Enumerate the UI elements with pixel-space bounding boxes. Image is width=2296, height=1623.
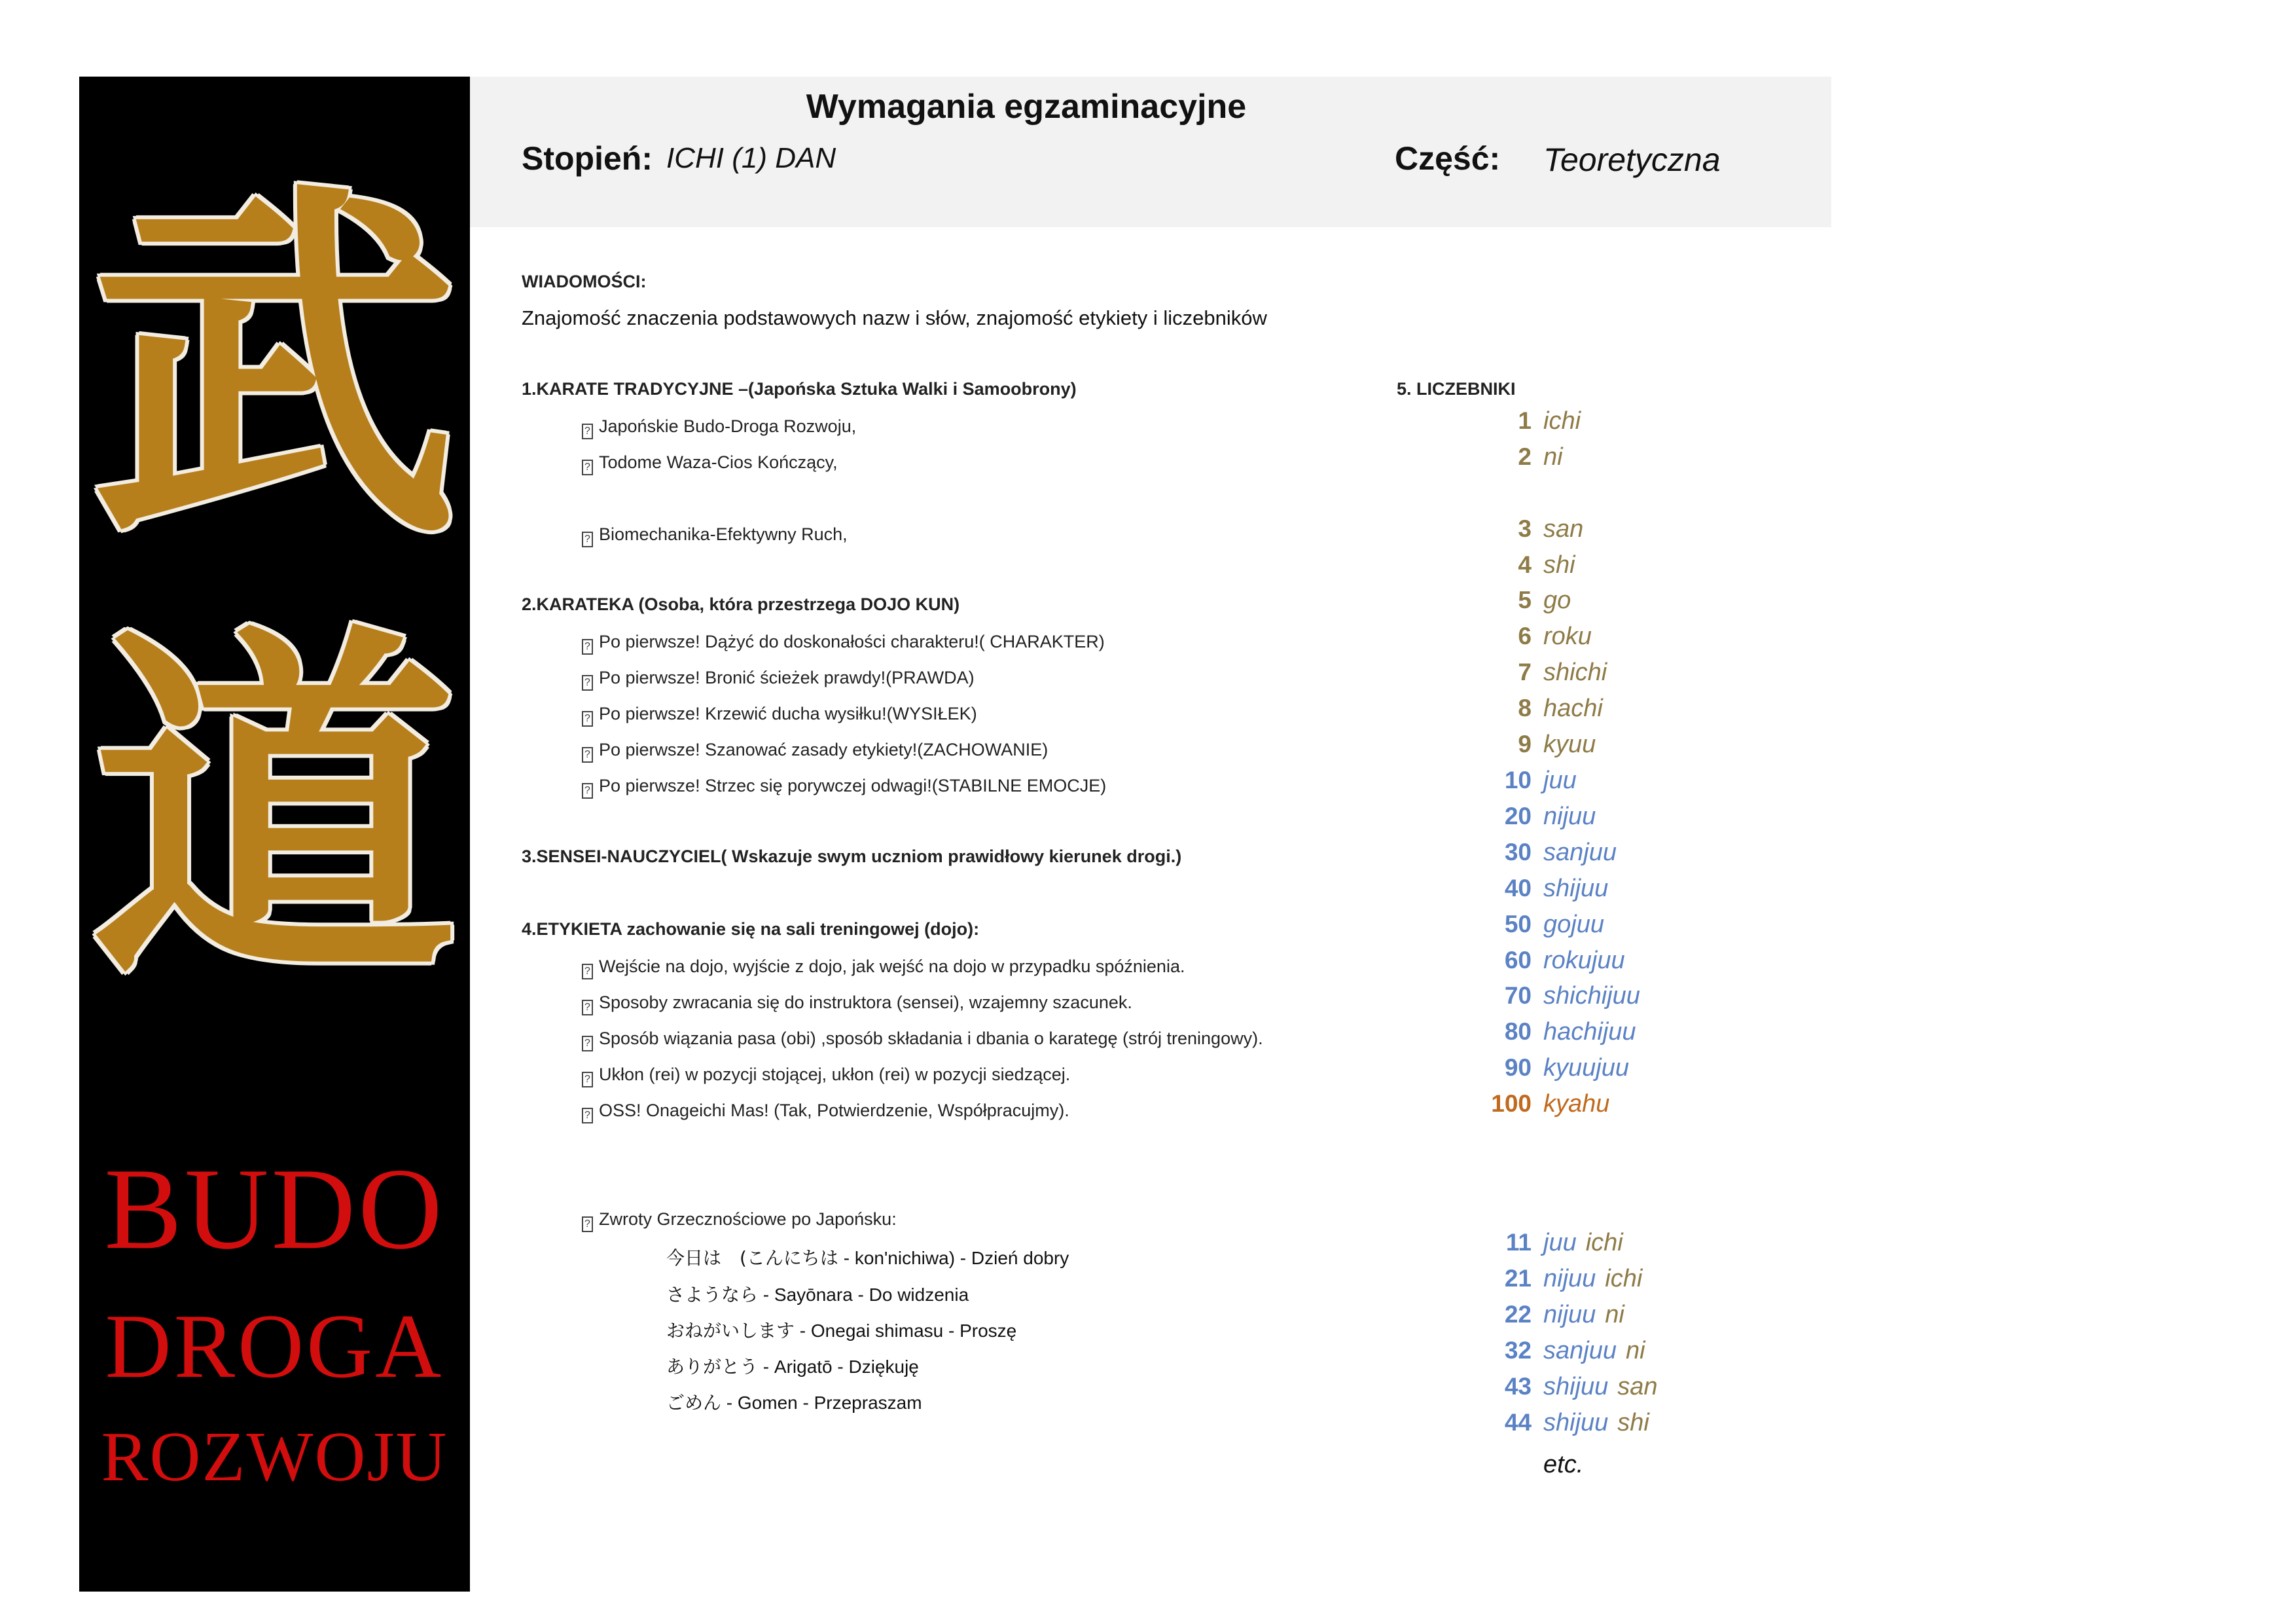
number-word: hachi [1543, 695, 1603, 722]
wiadomosci-heading: WIADOMOŚCI: [522, 272, 647, 291]
number-word: shi [1543, 551, 1575, 579]
number-value: 32 [1504, 1337, 1532, 1364]
number-value: 20 [1504, 803, 1532, 830]
number-word: gojuu [1543, 911, 1604, 938]
header [470, 77, 1831, 227]
phrase-item: おねがいします - Onegai shimasu - Proszę [666, 1320, 1017, 1341]
number-value: 50 [1504, 911, 1532, 938]
number-value: 7 [1518, 659, 1532, 685]
banner-word-budo: BUDO [104, 1144, 445, 1273]
list-item: ? Sposoby zwracania się do instruktora (sensei), wzajemny szacunek. [582, 993, 1132, 1015]
banner-word-droga: DROGA [105, 1296, 444, 1397]
list-item: ? Wejście na dojo, wyjście z dojo, jak wejść na dojo w przypadku spóźnienia. [582, 957, 1185, 979]
number-word: kyahu [1543, 1090, 1610, 1118]
bullet-icon: ? [582, 460, 593, 475]
number-word-tens: shijuu [1543, 1373, 1609, 1400]
number-word: nijuu [1543, 803, 1596, 830]
number-value: 80 [1504, 1018, 1532, 1045]
number-word: sanjuu [1543, 839, 1617, 866]
number-value: 90 [1504, 1054, 1532, 1081]
number-word-tens: juu [1543, 1229, 1577, 1256]
number-word: juu [1543, 767, 1577, 794]
phrase-item: 今日は (こんにちは - kon'nichiwa) - Dzień dobry [666, 1247, 1069, 1269]
number-value: 44 [1504, 1409, 1532, 1436]
stopien-value: ICHI (1) DAN [666, 142, 836, 174]
number-word: kyuu [1543, 731, 1596, 758]
kanji-do: 道 [91, 594, 458, 1025]
list-item: ? Ukłon (rei) w pozycji stojącej, ukłon (rei) w pozycji siedzącej. [582, 1065, 1070, 1087]
number-value: 22 [1504, 1301, 1532, 1328]
list-item: ? Po pierwsze! Dążyć do doskonałości charakteru!( CHARAKTER) [582, 632, 1105, 655]
number-word [1543, 1373, 1658, 1401]
number-value: 70 [1504, 982, 1532, 1009]
left-banner [79, 77, 470, 1592]
number-value: 10 [1504, 767, 1532, 793]
number-value: 30 [1504, 839, 1532, 866]
list-item: ? Biomechanika-Efektywny Ruch, [582, 524, 848, 547]
number-word-units: san [1617, 1373, 1658, 1400]
bullet-icon: ? [582, 783, 593, 799]
number-value: 9 [1518, 731, 1532, 757]
bullet-icon: ? [582, 532, 593, 547]
bullet-icon: ? [582, 711, 593, 727]
number-word: kyuujuu [1543, 1054, 1629, 1082]
number-word-units: ni [1605, 1301, 1624, 1328]
phrase-item: さようなら - Sayōnara - Do widzenia [666, 1284, 969, 1305]
bullet-icon: ? [582, 1072, 593, 1087]
number-word: shijuu [1543, 875, 1609, 902]
number-value: 1 [1518, 407, 1532, 434]
number-word: shichijuu [1543, 982, 1640, 1010]
czesc-value: Teoretyczna [1543, 141, 1721, 178]
bullet-icon: ? [582, 1000, 593, 1015]
number-word-tens: shijuu [1543, 1409, 1609, 1436]
list-item: ? Sposób wiązania pasa (obi) ,sposób składania i dbania o karategę (strój treningowy). [582, 1029, 1263, 1051]
number-word: rokujuu [1543, 947, 1625, 974]
section-heading-etykieta: 4.ETYKIETA zachowanie się na sali treningowej (dojo): [522, 919, 980, 939]
phrase-item: ごめん - Gomen - Przepraszam [666, 1392, 922, 1413]
number-word-tens: nijuu [1543, 1265, 1596, 1292]
number-value: 60 [1504, 947, 1532, 974]
number-word [1543, 1337, 1645, 1365]
banner-word-rozwoju: ROZWOJU [101, 1418, 448, 1496]
bullet-icon: ? [582, 964, 593, 979]
number-word-tens: sanjuu [1543, 1337, 1617, 1364]
number-word: roku [1543, 623, 1592, 650]
number-word [1543, 1409, 1649, 1437]
liczebniki-heading: 5. LICZEBNIKI [1397, 379, 1516, 399]
list-item: ? Po pierwsze! Szanować zasady etykiety!(ZACHOWANIE) [582, 740, 1048, 763]
number-word-units: ichi [1605, 1265, 1643, 1292]
number-value: 3 [1518, 515, 1532, 542]
number-word [1543, 1229, 1623, 1257]
list-item: ? Todome Waza-Cios Kończący, [582, 452, 838, 475]
number-word: go [1543, 587, 1571, 614]
section-heading-karateka: 2.KARATEKA (Osoba, która przestrzega DOJO KUN) [522, 594, 960, 614]
list-item: ? Japońskie Budo-Droga Rozwoju, [582, 416, 856, 439]
number-word-units: ni [1625, 1337, 1645, 1364]
bullet-icon: ? [582, 1216, 593, 1232]
bullet-icon: ? [582, 639, 593, 655]
bullet-icon: ? [582, 424, 593, 439]
bullet-icon: ? [582, 1036, 593, 1051]
phrase-item: ありがとう - Arigatō - Dziękuję [666, 1356, 919, 1377]
wiadomosci-intro: Znajomość znaczenia podstawowych nazw i słów, znajomość etykiety i liczebników [522, 306, 1267, 329]
number-value: 4 [1518, 551, 1532, 578]
number-value: 21 [1504, 1265, 1532, 1292]
number-value: 11 [1505, 1229, 1532, 1256]
list-item: ? Po pierwsze! Strzec się porywczej odwagi!(STABILNE EMOCJE) [582, 776, 1106, 799]
bullet-icon: ? [582, 1108, 593, 1123]
number-word: shichi [1543, 659, 1607, 686]
list-item: ? OSS! Onageichi Mas! (Tak, Potwierdzenie, Współpracujmy). [582, 1101, 1069, 1123]
czesc-label: Część: [1395, 140, 1501, 177]
number-value: 100 [1491, 1090, 1532, 1117]
number-word: hachijuu [1543, 1018, 1636, 1046]
bullet-icon: ? [582, 747, 593, 763]
stopien-label: Stopień: [522, 140, 653, 177]
page-title: Wymagania egzaminacyjne [806, 88, 1247, 126]
number-word: san [1543, 515, 1584, 543]
number-word-units: shi [1617, 1409, 1649, 1436]
number-value: 6 [1518, 623, 1532, 649]
list-item: ? Po pierwsze! Bronić ścieżek prawdy!(PRAWDA) [582, 668, 975, 691]
list-item: ? Po pierwsze! Krzewić ducha wysiłku!(WYSIŁEK) [582, 704, 977, 727]
number-value: 2 [1518, 443, 1532, 470]
number-value: 8 [1518, 695, 1532, 721]
number-word [1543, 1265, 1642, 1293]
number-word-units: ichi [1585, 1229, 1623, 1256]
number-word [1543, 1301, 1624, 1329]
number-word: ni [1543, 443, 1563, 471]
section-heading-sensei: 3.SENSEI-NAUCZYCIEL( Wskazuje swym uczniom prawidłowy kierunek drogi.) [522, 847, 1182, 866]
kanji-bu: 武 [91, 153, 458, 583]
number-word: ichi [1543, 407, 1581, 435]
etc-label: etc. [1543, 1451, 1584, 1478]
number-word-tens: nijuu [1543, 1301, 1596, 1328]
number-value: 43 [1504, 1373, 1532, 1400]
section-heading-karate: 1.KARATE TRADYCYJNE –(Japońska Sztuka Walki i Samoobrony) [522, 379, 1077, 399]
number-value: 5 [1518, 587, 1532, 613]
bullet-icon: ? [582, 675, 593, 691]
zwroty-heading: ? Zwroty Grzecznościowe po Japońsku: [582, 1209, 897, 1232]
number-value: 40 [1504, 875, 1532, 902]
